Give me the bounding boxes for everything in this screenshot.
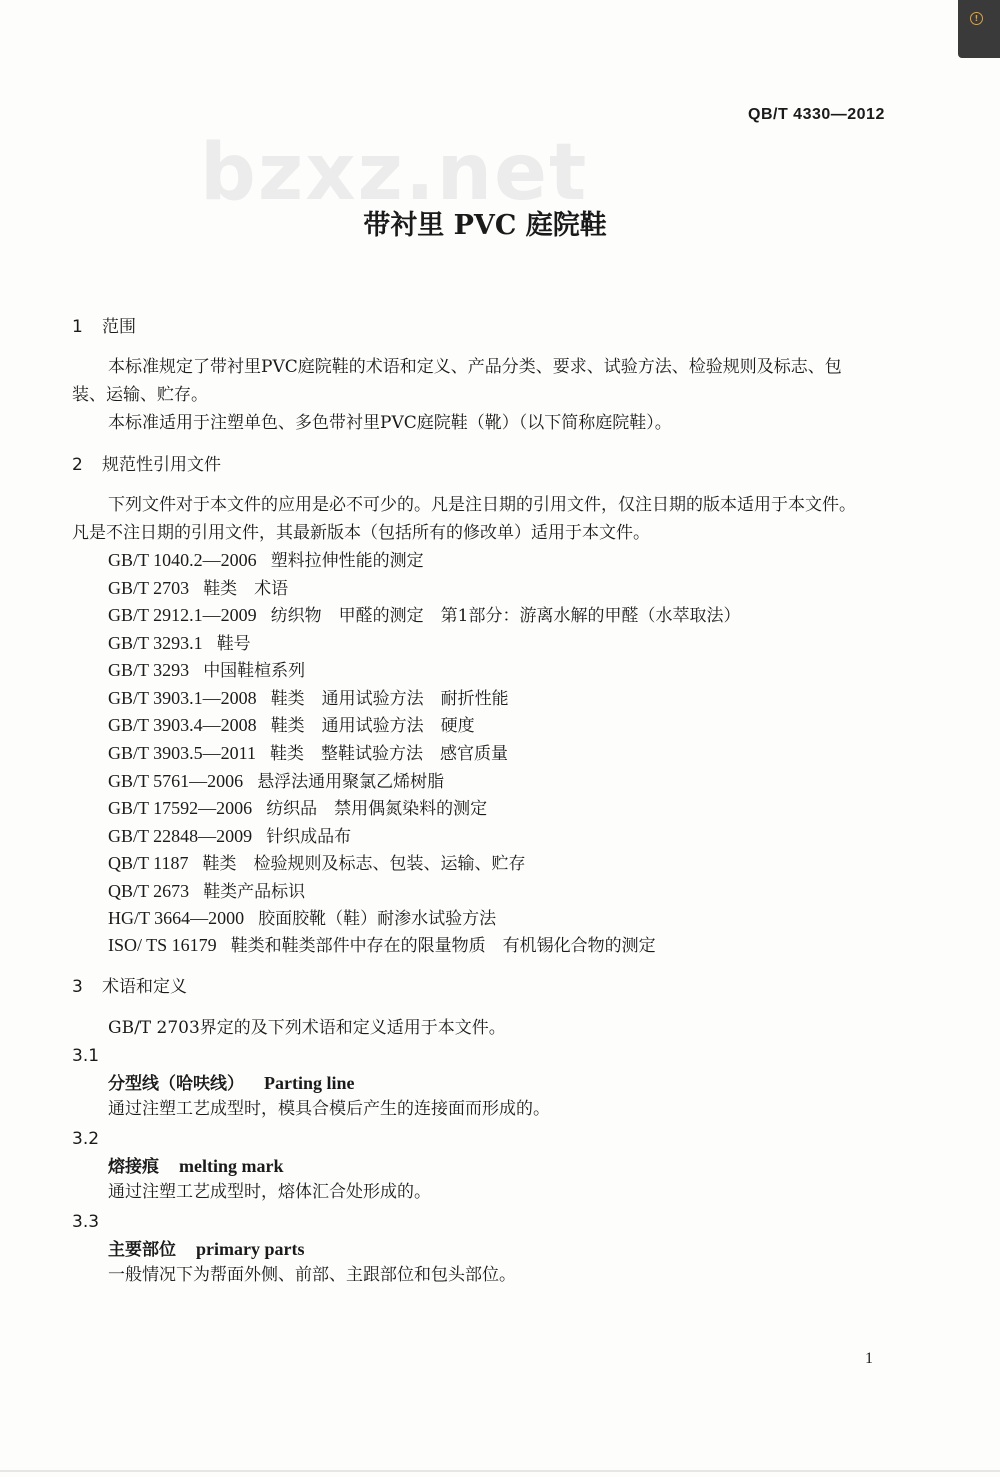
reference-code: GB/T 3903.1—2008: [108, 688, 257, 708]
term-definition: 一般情况下为帮面外侧、前部、主跟部位和包头部位。: [108, 1265, 516, 1285]
section-number: 2: [72, 455, 83, 475]
reference-item: [108, 577, 288, 600]
reference-code: QB/T 1187: [108, 853, 189, 873]
paragraph-line: 本标准适用于注塑单色、多色带衬里PVC庭院鞋（靴）（以下简称庭院鞋）。: [108, 413, 672, 433]
paragraph-line: 本标准规定了带衬里PVC庭院鞋的术语和定义、产品分类、要求、试验方法、检验规则及标志、包: [108, 357, 842, 377]
reference-code: GB/T 5761—2006: [108, 771, 244, 791]
reference-title: 鞋类和鞋类部件中存在的限量物质 有机锡化合物的测定: [230, 936, 656, 956]
reference-code: GB/T 1040.2—2006: [108, 550, 257, 570]
section-1-heading: [72, 316, 136, 338]
reference-code: GB/T 3903.4—2008: [108, 715, 257, 735]
reference-title: 鞋类 通用试验方法 硬度: [270, 716, 475, 736]
section-2-heading: [72, 454, 221, 476]
reference-item: [108, 907, 496, 930]
term-zh: 分型线（哈呋线）: [108, 1074, 244, 1094]
page-divider: [0, 1470, 1000, 1472]
reference-code: GB/T 3903.5—2011: [108, 743, 257, 763]
reference-code: ISO/ TS 16179: [108, 935, 217, 955]
reference-item: [108, 632, 251, 655]
term-number: 3.2: [72, 1129, 100, 1149]
reference-title: 纺织品 禁用偶氮染料的测定: [266, 799, 488, 819]
term-number: 3.1: [72, 1046, 100, 1066]
paragraph-line: 凡是不注日期的引用文件，其最新版本（包括所有的修改单）适用于本文件。: [72, 523, 650, 543]
reference-code: GB/T 2703: [108, 578, 190, 598]
reference-title: 鞋类 整鞋试验方法 感官质量: [270, 744, 509, 764]
reference-title: 塑料拉伸性能的测定: [270, 551, 424, 571]
section-3-heading: [72, 976, 187, 998]
section-number: 1: [72, 317, 83, 337]
reference-title: 鞋号: [216, 634, 251, 654]
term-definition: 通过注塑工艺成型时，熔体汇合处形成的。: [108, 1182, 431, 1202]
reference-code: GB/T 17592—2006: [108, 798, 253, 818]
page-number: 1: [865, 1350, 873, 1367]
reference-item: [108, 604, 741, 627]
reference-code: GB/T 3293.1: [108, 633, 203, 653]
reference-code: GB/T 22848—2009: [108, 826, 253, 846]
reference-code: GB/T 2912.1—2009: [108, 605, 257, 625]
paragraph-line: 装、运输、贮存。: [72, 385, 208, 405]
reference-item: [108, 742, 508, 765]
reference-title: 鞋类 术语: [203, 579, 289, 599]
reference-title: 胶面胶靴（鞋）耐渗水试验方法: [258, 909, 497, 929]
reference-item: [108, 825, 351, 848]
reference-item: [108, 770, 444, 793]
document-title: 带衬里 PVC 庭院鞋: [363, 210, 607, 241]
paragraph-line: GB/T 2703界定的及下列术语和定义适用于本文件。: [108, 1018, 506, 1038]
section-title: 范围: [102, 317, 136, 337]
term-heading: [108, 1155, 283, 1178]
term-en: primary parts: [196, 1239, 305, 1259]
reference-title: 纺织物 甲醛的测定 第1部分：游离水解的甲醛（水萃取法）: [270, 606, 741, 626]
term-en: Parting line: [264, 1073, 355, 1093]
reference-title: 悬浮法通用聚氯乙烯树脂: [257, 772, 445, 792]
reference-code: QB/T 2673: [108, 881, 190, 901]
reference-item: [108, 934, 656, 957]
reference-title: 中国鞋楦系列: [203, 661, 306, 681]
reference-code: GB/T 3293: [108, 660, 190, 680]
term-heading: [108, 1238, 304, 1261]
reference-item: [108, 549, 424, 572]
section-number: 3: [72, 977, 83, 997]
reference-code: HG/T 3664—2000: [108, 908, 245, 928]
reference-item: [108, 880, 305, 903]
term-number: 3.3: [72, 1212, 100, 1232]
watermark: bzxz.net: [200, 128, 589, 218]
term-en: melting mark: [179, 1156, 284, 1176]
notification-widget[interactable]: [958, 0, 1000, 58]
section-title: 规范性引用文件: [102, 455, 221, 475]
paragraph-line: 下列文件对于本文件的应用是必不可少的。凡是注日期的引用文件，仅注日期的版本适用于本文件。: [108, 495, 856, 515]
reference-title: 鞋类 检验规则及标志、包装、运输、贮存: [202, 854, 526, 874]
reference-item: [108, 852, 526, 875]
reference-item: [108, 659, 305, 682]
standard-number: QB/T 4330—2012: [748, 106, 885, 123]
reference-item: [108, 687, 509, 710]
reference-item: [108, 797, 487, 820]
term-zh: 主要部位: [108, 1240, 176, 1260]
section-title: 术语和定义: [102, 977, 187, 997]
term-zh: 熔接痕: [108, 1157, 159, 1177]
reference-title: 鞋类产品标识: [203, 882, 306, 902]
reference-item: [108, 714, 475, 737]
info-icon[interactable]: !: [970, 12, 983, 25]
reference-title: 鞋类 通用试验方法 耐折性能: [270, 689, 509, 709]
term-heading: [108, 1072, 355, 1095]
term-definition: 通过注塑工艺成型时，模具合模后产生的连接面而形成的。: [108, 1099, 550, 1119]
reference-title: 针织成品布: [266, 827, 352, 847]
